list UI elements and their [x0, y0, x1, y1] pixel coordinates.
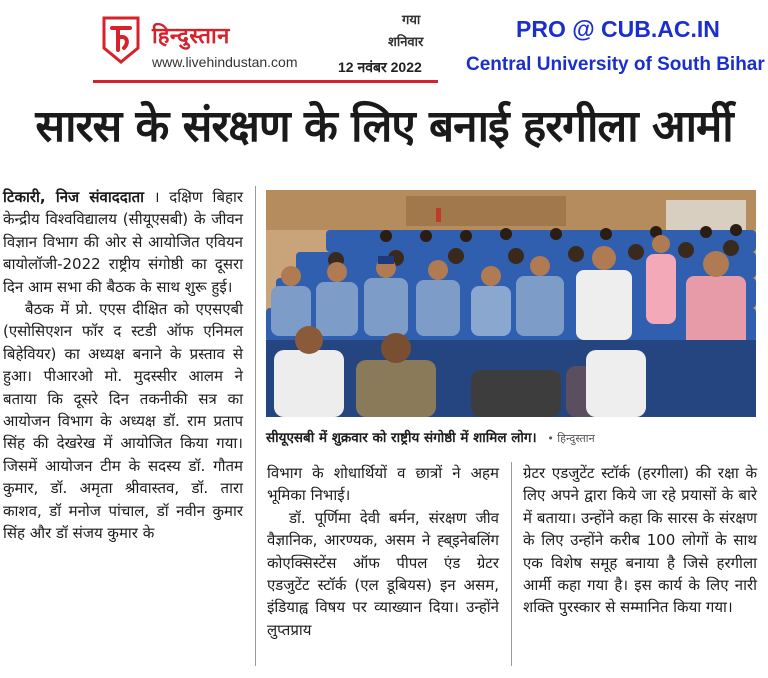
- article-headline: सारस के संरक्षण के लिए बनाई हरगीला आर्मी: [35, 101, 733, 152]
- hindustan-logo-icon: [100, 14, 142, 66]
- brand-name: हिन्दुस्तान: [152, 24, 230, 49]
- edition-date: 12 नवंबर 2022: [338, 59, 422, 75]
- article-column-2: [267, 462, 499, 641]
- article-column-1: [3, 186, 243, 545]
- dateline: टिकारी, निज संवाददाता: [3, 188, 145, 206]
- photo-credit: • हिन्दुस्तान: [547, 432, 595, 445]
- paragraph-3: विभाग के शोधार्थियों व छात्रों ने अहम भूमिका निभाई।: [267, 464, 499, 505]
- article-column-3: [523, 462, 757, 619]
- paragraph-2: बैठक में प्रो. एएस दीक्षित को एएसएबी (एसोसिएशन फॉर द स्टडी ऑफ एनिमल बिहेवियर) का अध्यक्ष बनाने के प्रस्ताव से हुआ। पीआरओ मो. मुदस्सीर आलम ने बताया कि दूसरे दिन तकनीकी सत्र का आयोजन विभाग के अध्यक्ष डॉ. राम प्रताप सिंह की देखरेख में आयोजित किया गया। जिसमें आयोजन टीम के सदस्य डॉ. गौतम कुमार, डॉ. अमृता श्रीवास्तव, डॉ. तारा काशव, डॉ मनोज पांचाल, डॉ नवीन कुमार सिंह और डॉ संजय कुमार के: [3, 300, 243, 543]
- masthead-rule: [93, 80, 438, 83]
- edition-day: शनिवार: [388, 35, 424, 50]
- paragraph-1: । दक्षिण बिहार केन्द्रीय विश्वविद्यालय (सीयूएसबी) के जीवन विज्ञान विभाग की ओर से आयोजित एवियन बायोलॉजी-2022 राष्ट्रीय संगोष्ठी का दूसरा दिन आम सभा की बैठक के साथ शुरू हुई।: [3, 188, 243, 296]
- event-photo: [266, 190, 756, 417]
- column-divider: [255, 186, 256, 666]
- masthead: [0, 0, 768, 86]
- source-university: Central University of South Bihar: [466, 54, 765, 75]
- edition-city: गया: [402, 13, 421, 28]
- photo-caption-text: सीयूएसबी में शुक्रवार को राष्ट्रीय संगोष्ठी में शामिल लोग।: [266, 430, 537, 446]
- paragraph-5: ग्रेटर एडजुटेंट स्टॉर्क (हरगीला) की रक्षा के लिए अपने द्वारा किये जा रहे प्रयासों के बारे में बताया। उन्होंने कहा कि सारस के संरक्षण के लिए उन्होंने करीब 100 लोगों के साथ एक विशेष समूह बनाया है जिसे हरगीला आर्मी कहा गया है। इस कार्य के लिए नारी शक्ति पुरस्कार से सम्मानित किया गया।: [523, 464, 757, 617]
- column-divider: [511, 462, 512, 666]
- source-email: PRO @ CUB.AC.IN: [516, 16, 720, 42]
- website-url: www.livehindustan.com: [152, 54, 298, 70]
- photo-caption: [266, 428, 595, 446]
- paragraph-4: डॉ. पूर्णिमा देवी बर्मन, संरक्षण जीव वैज्ञानिक, आरण्यक, असम ने ह्ब्इनेबलिंग कोएक्सिस्टेंस ऑफ पीपल एंड ग्रेटर एडजुटेंट स्टॉर्क (एल डूबियस) इन असम, इंडियाह्व विषय पर व्याख्यान दिया। उन्होंने लुप्तप्राय: [267, 508, 499, 639]
